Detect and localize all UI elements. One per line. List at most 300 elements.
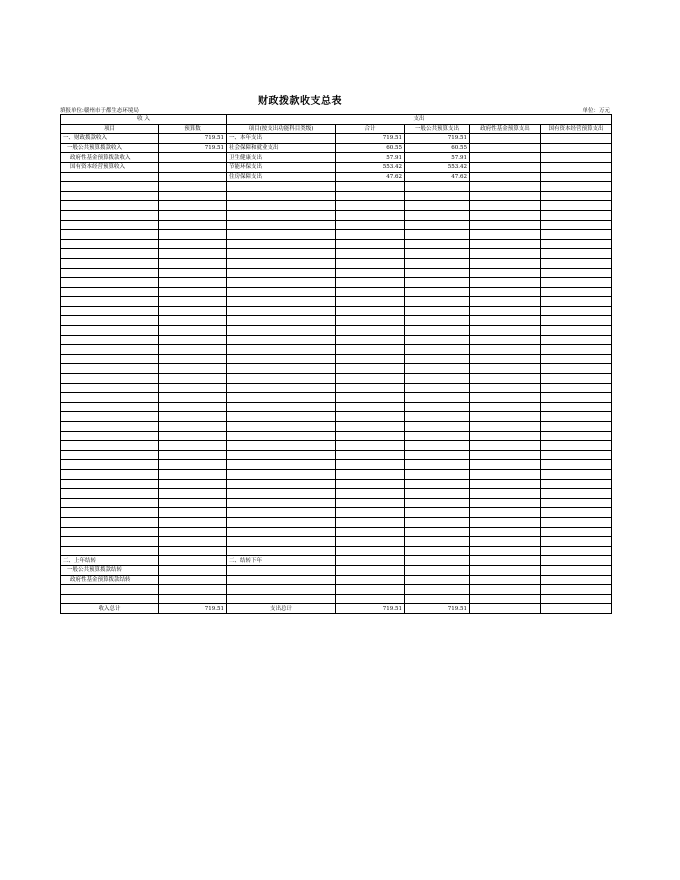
blank-cell: [61, 182, 159, 192]
blank-cell: [61, 469, 159, 479]
blank-cell: [159, 508, 227, 518]
blank-cell: [470, 364, 541, 374]
blank-cell: [541, 306, 612, 316]
expense-item: [227, 565, 336, 575]
expense-item: 卫生健康支出: [227, 153, 336, 163]
blank-row: [61, 278, 612, 288]
blank-cell: [470, 239, 541, 249]
income-item: 一般公共预算拨款收入: [61, 143, 159, 153]
blank-row: [61, 469, 612, 479]
group-header-row: [61, 115, 612, 125]
blank-cell: [405, 182, 470, 192]
expense-fund: [470, 143, 541, 153]
blank-cell: [159, 316, 227, 326]
blank-cell: [227, 230, 336, 240]
blank-row: [61, 585, 612, 595]
blank-row: [61, 402, 612, 412]
blank-cell: [61, 383, 159, 393]
blank-cell: [470, 335, 541, 345]
blank-cell: [470, 191, 541, 201]
blank-cell: [227, 201, 336, 211]
blank-row: [61, 527, 612, 537]
expense-item: 一、本年支出: [227, 134, 336, 144]
blank-cell: [61, 268, 159, 278]
blank-cell: [541, 316, 612, 326]
blank-cell: [227, 258, 336, 268]
blank-cell: [541, 527, 612, 537]
blank-cell: [405, 537, 470, 547]
totals-row: [61, 604, 612, 614]
blank-cell: [470, 326, 541, 336]
blank-cell: [470, 383, 541, 393]
blank-cell: [61, 508, 159, 518]
blank-cell: [61, 306, 159, 316]
expense-state-capital: [541, 556, 612, 566]
expense-general: 47.62: [405, 172, 470, 182]
blank-cell: [159, 412, 227, 422]
blank-cell: [470, 498, 541, 508]
blank-cell: [541, 489, 612, 499]
expense-general: [405, 556, 470, 566]
blank-row: [61, 249, 612, 259]
blank-cell: [470, 450, 541, 460]
table-row: [61, 134, 612, 144]
blank-row: [61, 182, 612, 192]
blank-cell: [336, 537, 405, 547]
blank-cell: [405, 422, 470, 432]
blank-cell: [405, 374, 470, 384]
blank-cell: [336, 287, 405, 297]
blank-row: [61, 441, 612, 451]
blank-cell: [470, 489, 541, 499]
expense-total: 47.62: [336, 172, 405, 182]
blank-cell: [470, 479, 541, 489]
expense-general: 719.51: [405, 134, 470, 144]
expense-state-capital: [541, 162, 612, 172]
blank-cell: [405, 326, 470, 336]
expense-fund: [470, 172, 541, 182]
blank-cell: [541, 268, 612, 278]
column-header-row: [61, 124, 612, 134]
income-amount: [159, 556, 227, 566]
col-fund-budget: 政府性基金预算支出: [470, 124, 541, 134]
income-amount: 719.51: [159, 134, 227, 144]
blank-cell: [470, 182, 541, 192]
blank-cell: [159, 383, 227, 393]
blank-cell: [336, 431, 405, 441]
blank-cell: [336, 201, 405, 211]
blank-cell: [61, 210, 159, 220]
blank-cell: [405, 527, 470, 537]
col-income-item: 项目: [61, 124, 159, 134]
blank-cell: [227, 220, 336, 230]
income-item: 政府性基金预算拨款收入: [61, 153, 159, 163]
carry-row: [61, 556, 612, 566]
blank-cell: [470, 210, 541, 220]
blank-cell: [227, 287, 336, 297]
blank-cell: [541, 191, 612, 201]
blank-cell: [541, 537, 612, 547]
blank-cell: [61, 364, 159, 374]
blank-cell: [405, 431, 470, 441]
table-row: [61, 153, 612, 163]
blank-cell: [470, 517, 541, 527]
blank-cell: [159, 249, 227, 259]
blank-cell: [61, 354, 159, 364]
blank-cell: [336, 354, 405, 364]
blank-cell: [336, 306, 405, 316]
blank-cell: [541, 479, 612, 489]
blank-cell: [470, 345, 541, 355]
expense-fund-total: [470, 604, 541, 614]
blank-row: [61, 335, 612, 345]
blank-cell: [159, 537, 227, 547]
blank-cell: [541, 182, 612, 192]
blank-cell: [61, 422, 159, 432]
blank-cell: [336, 316, 405, 326]
blank-cell: [336, 297, 405, 307]
expense-total: [336, 575, 405, 585]
expense-total: 553.42: [336, 162, 405, 172]
expense-general: 60.55: [405, 143, 470, 153]
blank-cell: [227, 450, 336, 460]
blank-cell: [541, 297, 612, 307]
income-item: [61, 172, 159, 182]
blank-cell: [541, 508, 612, 518]
blank-cell: [336, 258, 405, 268]
blank-cell: [470, 230, 541, 240]
expense-fund: [470, 153, 541, 163]
expense-total: 57.91: [336, 153, 405, 163]
blank-row: [61, 460, 612, 470]
carry-row: [61, 575, 612, 585]
income-item: 国有资本经营预算收入: [61, 162, 159, 172]
blank-cell: [336, 450, 405, 460]
blank-cell: [61, 537, 159, 547]
blank-cell: [159, 450, 227, 460]
blank-row: [61, 268, 612, 278]
income-group-header: 收 入: [61, 115, 227, 125]
blank-cell: [61, 393, 159, 403]
blank-row: [61, 316, 612, 326]
blank-cell: [61, 345, 159, 355]
blank-cell: [159, 402, 227, 412]
blank-cell: [61, 460, 159, 470]
blank-cell: [227, 210, 336, 220]
blank-cell: [159, 479, 227, 489]
blank-cell: [159, 393, 227, 403]
expense-item: 二、结转下年: [227, 556, 336, 566]
income-item: 一、财政拨款收入: [61, 134, 159, 144]
income-amount: [159, 565, 227, 575]
blank-cell: [541, 326, 612, 336]
expense-state-capital: [541, 153, 612, 163]
blank-cell: [227, 182, 336, 192]
income-amount: [159, 575, 227, 585]
expense-state-capital: [541, 575, 612, 585]
blank-cell: [227, 498, 336, 508]
blank-cell: [541, 517, 612, 527]
expense-state-capital: [541, 143, 612, 153]
income-amount: 719.51: [159, 143, 227, 153]
blank-cell: [336, 402, 405, 412]
blank-cell: [405, 441, 470, 451]
filing-unit: 填报单位:赣州市于都生态环境局: [60, 108, 139, 114]
blank-cell: [159, 527, 227, 537]
blank-cell: [336, 422, 405, 432]
income-amount: [159, 172, 227, 182]
blank-cell: [227, 460, 336, 470]
blank-cell: [61, 335, 159, 345]
blank-cell: [405, 287, 470, 297]
blank-row: [61, 297, 612, 307]
blank-cell: [405, 220, 470, 230]
blank-cell: [541, 402, 612, 412]
table-row: [61, 143, 612, 153]
blank-cell: [159, 517, 227, 527]
blank-cell: [159, 441, 227, 451]
expense-group-header: 支出: [227, 115, 612, 125]
expense-total-label: 支出总计: [227, 604, 336, 614]
blank-cell: [405, 316, 470, 326]
blank-cell: [61, 191, 159, 201]
blank-cell: [336, 220, 405, 230]
blank-row: [61, 546, 612, 556]
blank-cell: [336, 508, 405, 518]
blank-cell: [61, 479, 159, 489]
blank-cell: [227, 268, 336, 278]
blank-cell: [159, 182, 227, 192]
blank-cell: [227, 441, 336, 451]
expense-total-amount: 719.51: [336, 604, 405, 614]
blank-cell: [61, 316, 159, 326]
blank-cell: [159, 460, 227, 470]
blank-cell: [405, 402, 470, 412]
blank-cell: [61, 517, 159, 527]
blank-cell: [541, 546, 612, 556]
blank-cell: [336, 527, 405, 537]
blank-cell: [159, 306, 227, 316]
blank-row: [61, 393, 612, 403]
blank-cell: [541, 422, 612, 432]
blank-row: [61, 230, 612, 240]
blank-cell: [541, 230, 612, 240]
blank-cell: [405, 201, 470, 211]
blank-cell: [405, 335, 470, 345]
blank-cell: [470, 402, 541, 412]
blank-cell: [61, 374, 159, 384]
blank-cell: [336, 498, 405, 508]
blank-cell: [159, 498, 227, 508]
expense-general-total: 719.51: [405, 604, 470, 614]
blank-cell: [541, 278, 612, 288]
blank-cell: [61, 201, 159, 211]
blank-cell: [159, 210, 227, 220]
blank-cell: [336, 278, 405, 288]
blank-cell: [405, 345, 470, 355]
blank-cell: [470, 508, 541, 518]
blank-cell: [541, 412, 612, 422]
blank-cell: [227, 431, 336, 441]
blank-cell: [405, 210, 470, 220]
blank-cell: [227, 469, 336, 479]
blank-cell: [159, 258, 227, 268]
blank-cell: [61, 450, 159, 460]
blank-cell: [159, 230, 227, 240]
blank-cell: [227, 364, 336, 374]
blank-row: [61, 489, 612, 499]
blank-row: [61, 364, 612, 374]
blank-cell: [541, 460, 612, 470]
blank-cell: [61, 431, 159, 441]
blank-cell: [61, 297, 159, 307]
blank-cell: [159, 326, 227, 336]
blank-cell: [541, 239, 612, 249]
blank-cell: [541, 431, 612, 441]
blank-cell: [541, 201, 612, 211]
blank-cell: [470, 393, 541, 403]
blank-cell: [159, 278, 227, 288]
blank-cell: [336, 460, 405, 470]
blank-cell: [405, 354, 470, 364]
expense-fund: [470, 575, 541, 585]
blank-cell: [336, 326, 405, 336]
income-item: 二、上年结转: [61, 556, 159, 566]
blank-cell: [336, 191, 405, 201]
blank-cell: [405, 489, 470, 499]
expense-total: 719.51: [336, 134, 405, 144]
blank-cell: [470, 278, 541, 288]
blank-cell: [336, 230, 405, 240]
table-row: [61, 162, 612, 172]
blank-cell: [336, 479, 405, 489]
blank-cell: [541, 450, 612, 460]
blank-cell: [227, 422, 336, 432]
blank-cell: [227, 354, 336, 364]
blank-cell: [336, 469, 405, 479]
blank-cell: [336, 412, 405, 422]
blank-cell: [336, 441, 405, 451]
col-income-budget: 预算数: [159, 124, 227, 134]
blank-cell: [405, 230, 470, 240]
blank-cell: [61, 527, 159, 537]
blank-cell: [541, 498, 612, 508]
blank-cell: [470, 469, 541, 479]
blank-cell: [159, 287, 227, 297]
blank-row: [61, 517, 612, 527]
blank-cell: [405, 278, 470, 288]
blank-cell: [541, 354, 612, 364]
blank-cell: [405, 460, 470, 470]
blank-row: [61, 201, 612, 211]
expense-general: [405, 575, 470, 585]
income-amount: [159, 153, 227, 163]
blank-cell: [336, 249, 405, 259]
blank-cell: [405, 297, 470, 307]
income-item: 政府性基金预算拨款结转: [61, 575, 159, 585]
blank-cell: [159, 220, 227, 230]
blank-row: [61, 594, 612, 604]
blank-row: [61, 287, 612, 297]
blank-row: [61, 210, 612, 220]
expense-state-capital: [541, 134, 612, 144]
currency-unit: 单位：万元: [582, 108, 610, 114]
blank-cell: [541, 249, 612, 259]
col-state-capital: 国有资本经营预算支出: [541, 124, 612, 134]
blank-cell: [61, 326, 159, 336]
blank-cell: [336, 210, 405, 220]
income-item: 一般公共预算拨款结转: [61, 565, 159, 575]
blank-cell: [405, 191, 470, 201]
blank-cell: [470, 258, 541, 268]
blank-row: [61, 508, 612, 518]
blank-cell: [227, 316, 336, 326]
blank-cell: [470, 268, 541, 278]
blank-row: [61, 383, 612, 393]
blank-cell: [227, 546, 336, 556]
col-expense-total: 合计: [336, 124, 405, 134]
blank-cell: [159, 297, 227, 307]
blank-cell: [470, 422, 541, 432]
expense-fund: [470, 556, 541, 566]
page-title: 财政拨款收支总表: [258, 96, 342, 107]
blank-cell: [61, 258, 159, 268]
blank-cell: [336, 383, 405, 393]
blank-cell: [227, 326, 336, 336]
blank-cell: [405, 306, 470, 316]
expense-state-capital: [541, 172, 612, 182]
blank-cell: [405, 393, 470, 403]
blank-cell: [159, 354, 227, 364]
blank-cell: [470, 537, 541, 547]
blank-cell: [159, 364, 227, 374]
blank-cell: [541, 374, 612, 384]
expense-fund: [470, 162, 541, 172]
expense-item: 社会保障和就业支出: [227, 143, 336, 153]
blank-cell: [61, 278, 159, 288]
blank-cell: [405, 249, 470, 259]
blank-cell: [405, 258, 470, 268]
blank-cell: [61, 287, 159, 297]
expense-fund: [470, 565, 541, 575]
blank-cell: [61, 230, 159, 240]
income-total-amount: 719.51: [159, 604, 227, 614]
blank-cell: [227, 306, 336, 316]
expense-total: [336, 565, 405, 575]
blank-cell: [541, 364, 612, 374]
income-amount: [159, 162, 227, 172]
blank-row: [61, 345, 612, 355]
blank-cell: [541, 383, 612, 393]
blank-cell: [470, 374, 541, 384]
blank-cell: [541, 210, 612, 220]
blank-cell: [405, 498, 470, 508]
expense-item: 住房保障支出: [227, 172, 336, 182]
blank-cell: [405, 469, 470, 479]
blank-cell: [227, 527, 336, 537]
expense-total: 60.55: [336, 143, 405, 153]
blank-cell: [470, 287, 541, 297]
blank-cell: [336, 335, 405, 345]
blank-row: [61, 374, 612, 384]
blank-cell: [336, 268, 405, 278]
blank-cell: [405, 383, 470, 393]
blank-cell: [405, 239, 470, 249]
expense-state-capital: [541, 565, 612, 575]
blank-cell: [227, 383, 336, 393]
blank-cell: [159, 469, 227, 479]
blank-cell: [405, 268, 470, 278]
